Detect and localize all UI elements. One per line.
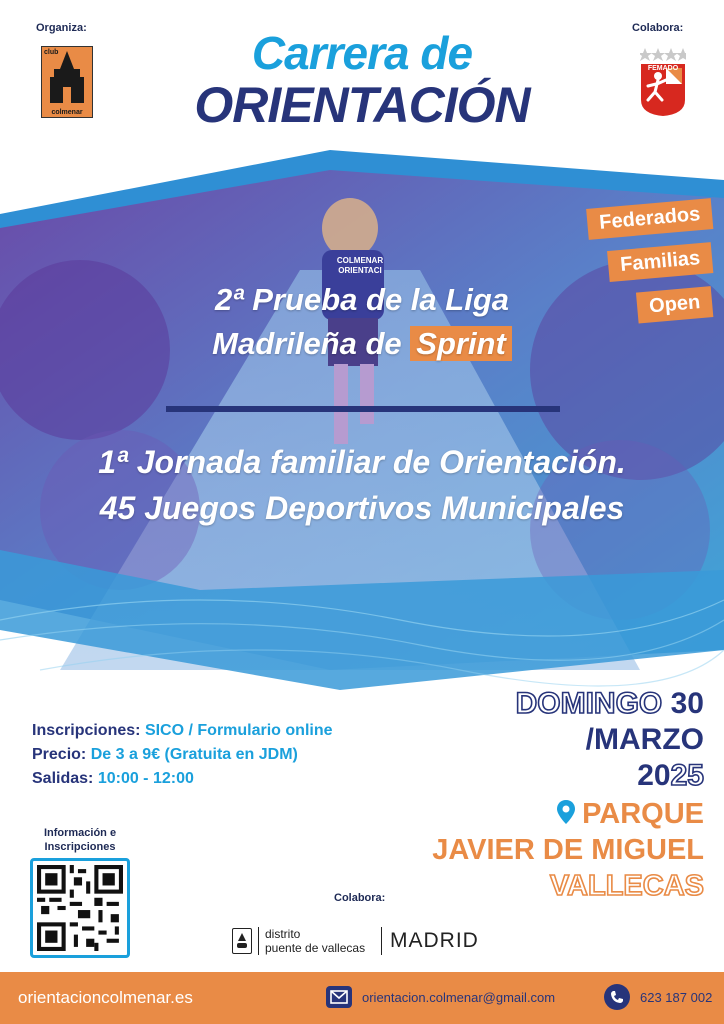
location-park: PARQUE xyxy=(582,798,704,830)
tag-open: Open xyxy=(636,286,714,323)
phone-icon xyxy=(604,984,630,1010)
title-line-1: Carrera de xyxy=(251,27,473,79)
event-location xyxy=(432,796,704,904)
footer-website[interactable]: orientacioncolmenar.es xyxy=(18,988,193,1007)
precio-label: Precio: xyxy=(32,746,87,763)
date-year xyxy=(516,758,704,794)
info-salidas xyxy=(32,770,194,788)
subtitle-line-2-prefix: Madrileña de xyxy=(212,326,411,361)
club-logo-text: club xyxy=(44,49,59,56)
madrid-wordmark: MADRID xyxy=(390,929,479,952)
distrito-line-1: distrito xyxy=(265,927,301,941)
handset-icon xyxy=(604,984,630,1010)
subtitle-line-1: 2ª Prueba de la Liga xyxy=(214,282,509,317)
salidas-label: Salidas: xyxy=(32,770,94,787)
bear-tree-icon xyxy=(233,929,251,953)
email-icon xyxy=(326,986,352,1008)
event-date xyxy=(516,686,704,794)
tag-federados: Federados xyxy=(586,198,713,240)
distrito-line-2: puente de vallecas xyxy=(265,941,366,955)
qr-label: Información e Inscripciones xyxy=(43,827,117,853)
title-line-2: ORIENTACIÓN xyxy=(194,77,530,133)
info-precio xyxy=(32,746,298,764)
divider-bar xyxy=(166,406,560,412)
location-pin-icon xyxy=(556,799,576,825)
inscripciones-value: SICO / Formulario online xyxy=(144,722,333,739)
sponsor-label: Colabora: xyxy=(334,892,386,904)
date-year-suffix: 25 xyxy=(670,759,704,792)
footer-email[interactable]: orientacion.colmenar@gmail.com xyxy=(362,990,556,1005)
sponsor-divider-right xyxy=(381,927,382,955)
date-day: 30 xyxy=(670,687,704,720)
event-line-1: 1ª Jornada familiar de Orientación. xyxy=(98,444,626,480)
madrid-crest-icon xyxy=(232,928,252,954)
club-logo-bottom: colmenar xyxy=(51,109,83,116)
event-line-2: 45 Juegos Deportivos Municipales xyxy=(99,490,625,526)
footer-phone[interactable]: 623 187 002 xyxy=(640,990,713,1005)
envelope-icon xyxy=(326,986,352,1008)
location-district: VALLECAS xyxy=(549,870,704,902)
date-line-1 xyxy=(516,686,704,722)
inscripciones-label: Inscripciones: xyxy=(32,722,141,739)
info-inscripciones xyxy=(32,722,333,740)
precio-value: De 3 a 9€ (Gratuita en JDM) xyxy=(90,746,298,763)
colabora-label: Colabora: xyxy=(632,22,684,34)
footer-bar xyxy=(0,972,724,1024)
femado-logo-text: FEMADO xyxy=(647,65,679,72)
sponsor-divider-left xyxy=(258,927,259,955)
tag-familias: Familias xyxy=(607,242,713,282)
location-name: JAVIER DE MIGUEL xyxy=(432,834,704,866)
date-month: /MARZO xyxy=(585,723,704,756)
subtitle-sprint-highlight: Sprint xyxy=(410,326,512,361)
location-line-1 xyxy=(432,796,704,832)
subtitle-line-2 xyxy=(150,326,574,362)
organiza-label: Organiza: xyxy=(36,22,87,34)
distrito-text xyxy=(265,927,365,955)
qr-code-icon xyxy=(37,865,123,951)
shirt-text: COLMENAR ORIENTACI xyxy=(336,256,384,275)
qr-code[interactable] xyxy=(30,858,130,958)
date-year-prefix: 20 xyxy=(637,759,671,792)
salidas-value: 10:00 - 12:00 xyxy=(97,770,194,787)
date-weekday: DOMINGO xyxy=(515,687,663,720)
